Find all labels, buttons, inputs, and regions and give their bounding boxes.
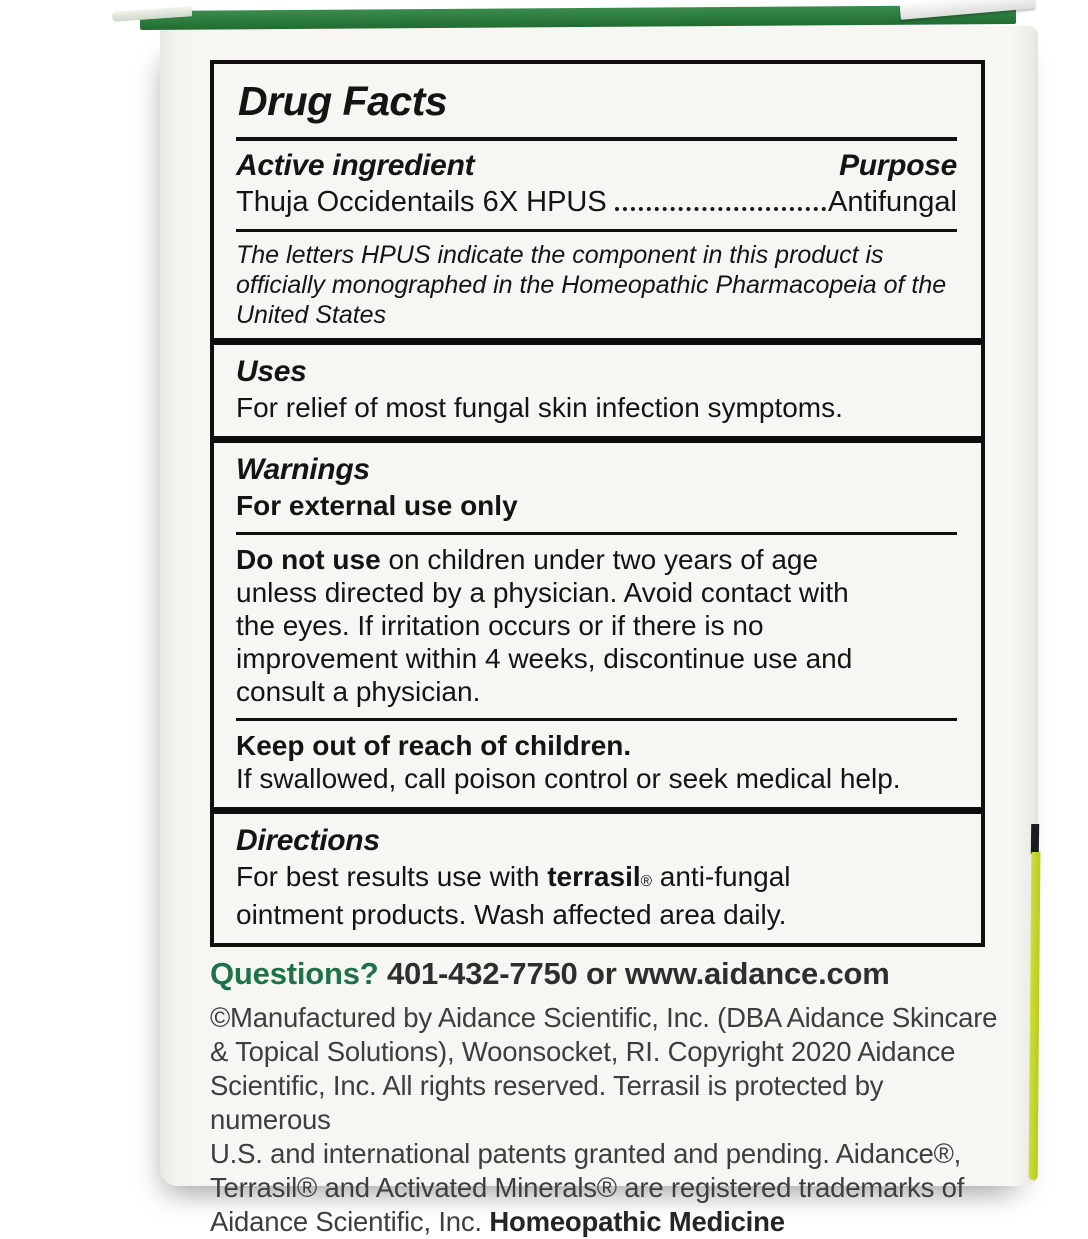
hpus-note-line: United States [236, 301, 387, 329]
keep-out-body: If swallowed, call poison control or seek medical help. [236, 763, 901, 794]
do-not-use-line: unless directed by a physician. Avoid contact with [236, 577, 849, 608]
active-ingredient-header-row [236, 149, 957, 183]
hpus-note-line: The letters HPUS indicate the component in this product is [236, 241, 884, 269]
questions-label: Questions? [210, 956, 379, 991]
questions-line [210, 956, 1000, 992]
hpus-note-line: officially monographed in the Homeopathic Pharmacopeia of the [236, 271, 947, 299]
do-not-use-paragraph [236, 543, 957, 708]
homeopathic-medicine-label: Homeopathic Medicine [489, 1206, 785, 1237]
directions-heading: Directions [236, 824, 380, 857]
legal-line: Scientific, Inc. All rights reserved. Terrasil is protected by numerous [210, 1070, 884, 1135]
section-divider-warnings [212, 436, 981, 443]
purpose-value: Antifungal [828, 186, 957, 218]
legal-line: ©Manufactured by Aidance Scientific, Inc. (DBA Aidance Skincare [210, 1002, 998, 1033]
hpus-note [236, 240, 957, 330]
legal-line: & Topical Solutions), Woonsocket, RI. Copyright 2020 Aidance [210, 1036, 956, 1067]
legal-text [210, 1001, 1000, 1239]
legal-last-pre: Aidance Scientific, Inc. [210, 1206, 490, 1237]
section-divider-uses [212, 338, 981, 345]
legal-line: Terrasil® and Activated Minerals® are registered trademarks of [210, 1172, 965, 1203]
do-not-use-line: improvement within 4 weeks, discontinue use and [236, 643, 853, 674]
keep-out-heading: Keep out of reach of children. [236, 730, 632, 761]
do-not-use-line [236, 543, 957, 576]
directions-text: anti-fungal [651, 861, 791, 892]
drug-facts-panel [210, 60, 985, 947]
keep-out-divider [236, 718, 957, 721]
product-box-back-panel [160, 26, 1038, 1237]
legal-line: U.S. and international patents granted and pending. Aidance®, [210, 1138, 962, 1169]
directions-text: For best results use with [236, 861, 548, 892]
active-ingredient-heading: Active ingredient [236, 149, 475, 182]
contact-info: 401-432-7750 or www.aidance.com [386, 956, 890, 991]
do-not-use-line: the eyes. If irritation occurs or if there is no [236, 610, 764, 641]
purpose-heading: Purpose [839, 149, 957, 182]
lime-strip-black-cap [1031, 824, 1039, 854]
uses-heading: Uses [236, 355, 307, 388]
legal-line [210, 1205, 1000, 1239]
dotted-leader [615, 207, 826, 211]
do-not-use-lead: Do not use [236, 544, 381, 575]
brand-name: terrasil [547, 861, 641, 892]
external-use-subheading: For external use only [236, 490, 518, 521]
registered-mark: ® [640, 873, 652, 890]
directions-line: ointment products. Wash affected area daily. [236, 899, 787, 930]
lime-edge-strip [1029, 852, 1041, 1180]
ingredient-row [236, 186, 957, 219]
directions-body [236, 860, 957, 931]
directions-line [236, 860, 957, 898]
footer [210, 956, 1000, 1239]
ingredient-name: Thuja Occidentails 6X HPUS [236, 186, 607, 218]
uses-body: For relief of most fungal skin infection symptoms. [236, 392, 843, 423]
do-not-use-divider [236, 532, 957, 535]
title-divider [236, 137, 957, 141]
hpus-note-divider [236, 229, 957, 232]
do-not-use-line: consult a physician. [236, 676, 481, 707]
section-divider-directions [212, 807, 981, 814]
drug-facts-title: Drug Facts [238, 78, 448, 124]
warnings-heading: Warnings [236, 453, 370, 486]
do-not-use-rest: on children under two years of age [380, 544, 819, 575]
